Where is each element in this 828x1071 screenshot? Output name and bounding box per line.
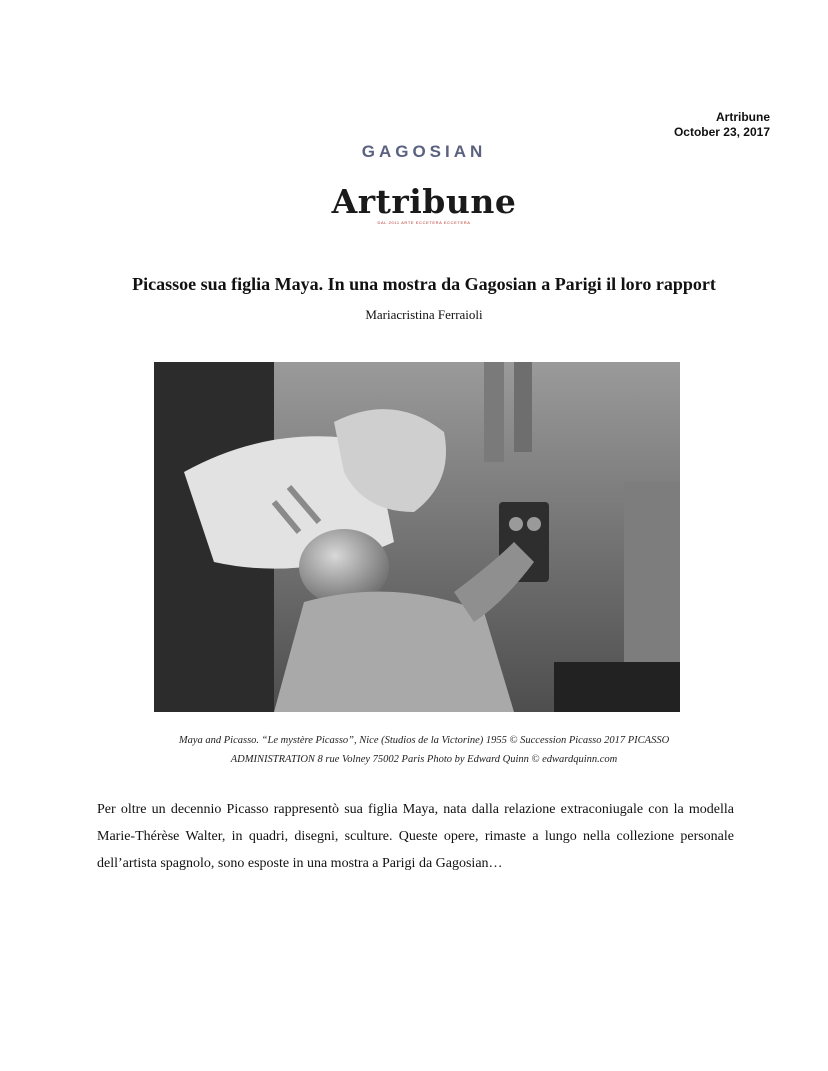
article-body: Per oltre un decennio Picasso rappresentò sua figlia Maya, nata dalla relazione extraconiugale con la modella Marie-Thérèse Walter, in quadri, disegni, sculture. Queste opere, rimaste a lungo nella collezione personale dell’artista spagnolo, sono esposte in una mostra a Parigi da Gagosian…: [97, 802, 734, 871]
artribune-masthead: [0, 184, 828, 225]
publication-date: October 23, 2017: [673, 125, 770, 139]
photo-illustration: [154, 362, 680, 712]
masthead-tagline: DAL 2011 ARTE ECCETERA ECCETERA: [377, 220, 471, 225]
article-photo: [154, 362, 680, 712]
publication-name: Artribune: [716, 110, 770, 124]
artribune-wordmark: Artribune: [331, 182, 517, 221]
gagosian-logo: GAGOSIAN: [361, 142, 487, 161]
photo-caption-line: ADMINISTRATION 8 rue Volney 75002 Paris Photo by Edward Quinn © edwardquinn.com: [230, 754, 618, 765]
photo-caption: [100, 731, 748, 769]
photo-caption-line: Maya and Picasso. “Le mystère Picasso”, Nice (Studios de la Victorine) 1955 © Succession Picasso 2017 PICASSO: [178, 735, 670, 746]
article-title: Picassoe sua figlia Maya. In una mostra da Gagosian a Parigi il loro rapport: [132, 274, 716, 294]
publication-info: [674, 110, 770, 140]
article-author: Mariacristina Ferraioli: [365, 307, 483, 322]
